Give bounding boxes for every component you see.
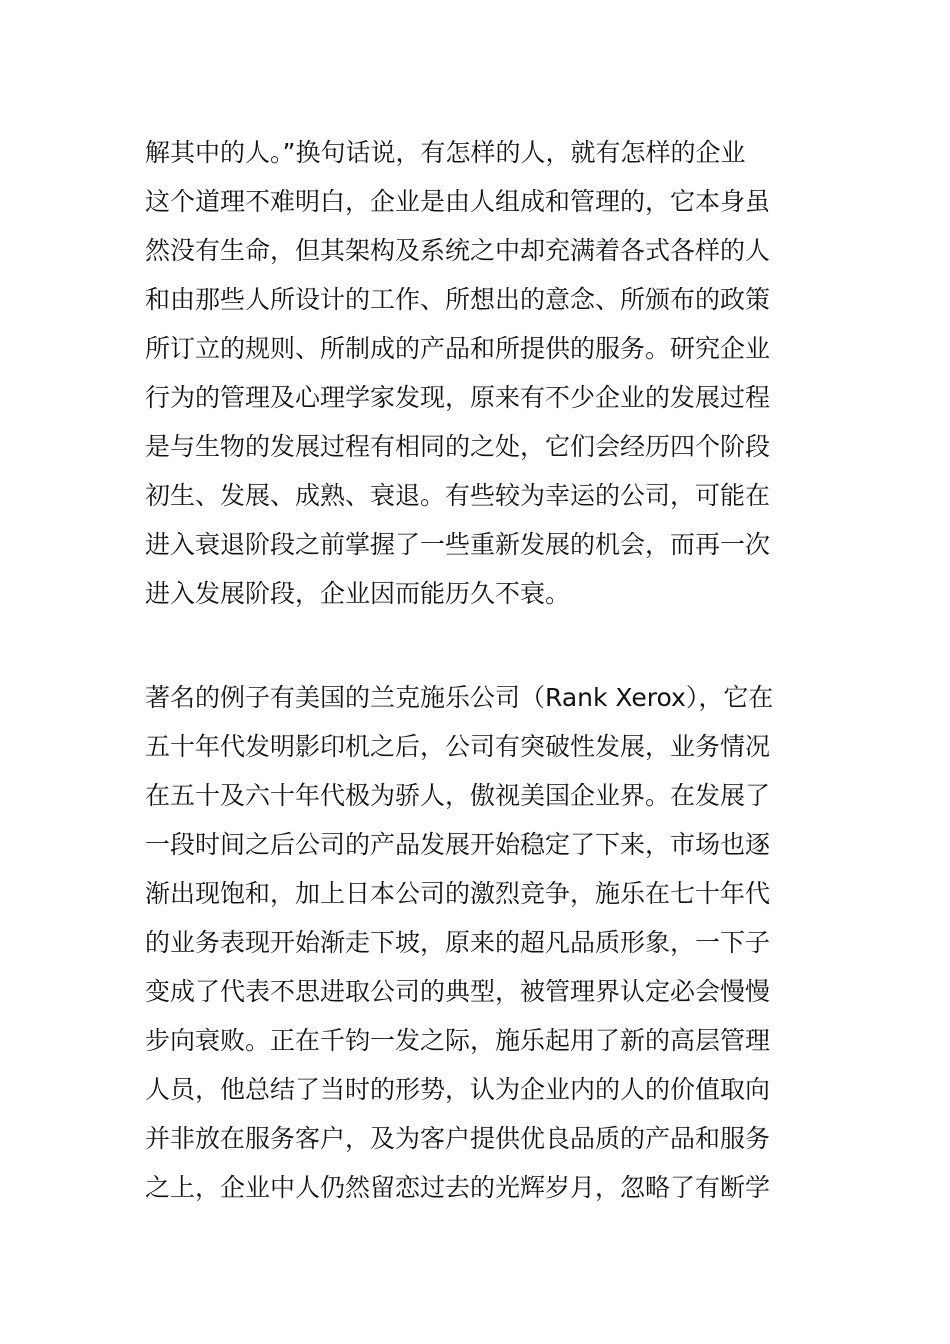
text-line: 渐出现饱和，加上日本公司的激烈竞争，施乐在七十年代	[145, 879, 771, 908]
text-line: 并非放在服务客户，及为客户提供优良品质的产品和服务	[145, 1124, 771, 1153]
text-line: 然没有生命，但其架构及系统之中却充满着各式各样的人	[145, 236, 771, 265]
text-line: 行为的管理及心理学家发现，原来有不少企业的发展过程	[145, 383, 771, 412]
text-line: 步向衰败。正在千钧一发之际，施乐起用了新的高层管理	[145, 1026, 771, 1055]
text-line: 的业务表现开始渐走下坡，原来的超凡品质形象，一下子	[145, 928, 771, 957]
text-line: 五十年代发明影印机之后，公司有突破性发展，业务情况	[145, 732, 771, 761]
text-line: 进入发展阶段，企业因而能历久不衰。	[145, 579, 571, 608]
text-line: 之上，企业中人仍然留恋过去的光辉岁月，忽略了有断学	[145, 1173, 771, 1202]
text-line: 变成了代表不思进取公司的典型，被管理界认定必会慢慢	[145, 977, 771, 1006]
text-line: 人员，他总结了当时的形势，认为企业内的人的价值取向	[145, 1075, 771, 1104]
paragraph-1	[145, 128, 825, 618]
text-line: 在五十及六十年代极为骄人，傲视美国企业界。在发展了	[145, 781, 771, 810]
text-line: 是与生物的发展过程有相同的之处，它们会经历四个阶段	[145, 432, 771, 461]
text-line: 进入衰退阶段之前掌握了一些重新发展的机会，而再一次	[145, 530, 771, 559]
text-line: 解其中的人。”换句话说，有怎样的人，就有怎样的企业	[145, 138, 746, 167]
text-line: 著名的例子有美国的兰克施乐公司（Rank Xerox），它在	[145, 683, 774, 712]
text-line: 一段时间之后公司的产品发展开始稳定了下来，市场也逐	[145, 830, 771, 859]
text-line: 和由那些人所设计的工作、所想出的意念、所颁布的政策	[145, 285, 771, 314]
text-line: 初生、发展、成熟、衰退。有些较为幸运的公司，可能在	[145, 481, 771, 510]
text-line: 所订立的规则、所制成的产品和所提供的服务。研究企业	[145, 334, 771, 363]
text-line: 这个道理不难明白，企业是由人组成和管理的，它本身虽	[145, 187, 771, 216]
paragraph-2	[145, 673, 825, 1212]
